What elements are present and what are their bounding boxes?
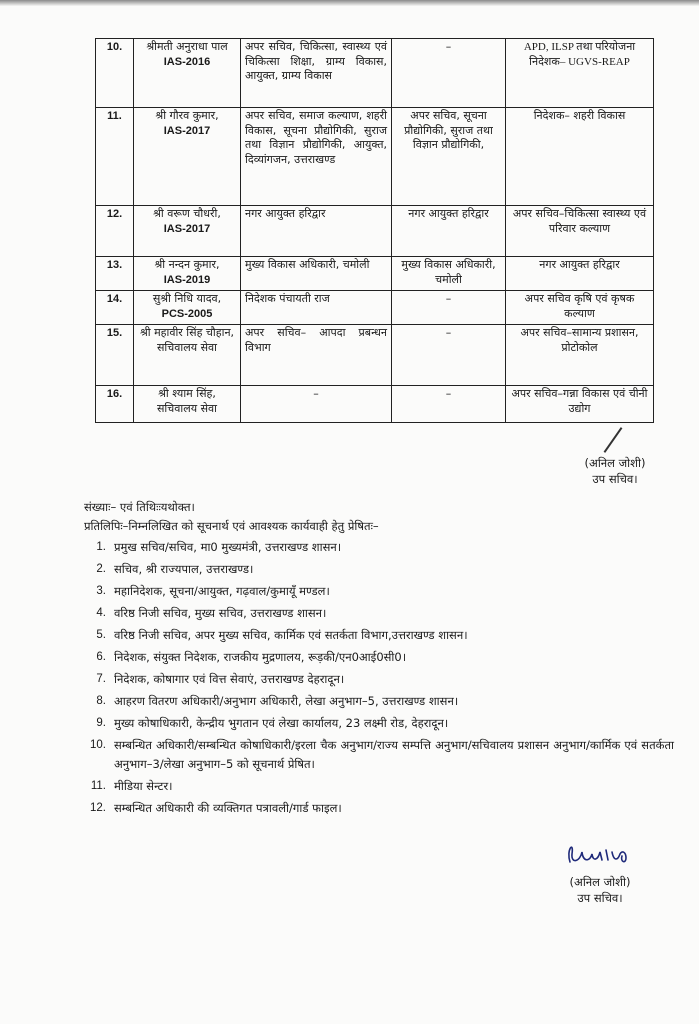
copy-to-list bbox=[84, 538, 674, 818]
relieved-post: – bbox=[392, 291, 506, 325]
serial-number: 16. bbox=[96, 386, 134, 423]
signature-block-bottom bbox=[535, 836, 665, 906]
current-post: नगर आयुक्त हरिद्वार bbox=[241, 206, 392, 257]
scan-edge-shadow bbox=[0, 0, 699, 6]
relieved-post: नगर आयुक्त हरिद्वार bbox=[392, 206, 506, 257]
list-item: 8. आहरण वितरण अधिकारी/अनुभाग अधिकारी, लेखा अनुभाग–5, उत्तराखण्ड शासन। bbox=[96, 694, 459, 708]
new-post: निदेशक– शहरी विकास bbox=[506, 108, 654, 206]
officer-name-cell bbox=[134, 291, 241, 325]
officer-name-cell bbox=[134, 325, 241, 386]
reference-line: संख्याः– एवं तिथिःःयथोक्त। bbox=[84, 500, 195, 514]
officer-name-cell bbox=[134, 386, 241, 423]
current-post: मुख्य विकास अधिकारी, चमोली bbox=[241, 257, 392, 291]
officer-name-cell bbox=[134, 206, 241, 257]
copy-to-section bbox=[84, 498, 674, 821]
officer-name: श्री श्याम सिंह, bbox=[158, 387, 216, 400]
table-row bbox=[96, 257, 654, 291]
table-row bbox=[96, 291, 654, 325]
officer-service: IAS-2019 bbox=[163, 273, 211, 286]
signatory-designation: उप सचिव। bbox=[577, 891, 623, 905]
current-post: अपर सचिव– आपदा प्रबन्धन विभाग bbox=[241, 325, 392, 386]
new-post: APD, ILSP तथा परियोजना निदेशक– UGVS-REAP bbox=[506, 39, 654, 108]
list-item: 7. निदेशक, कोषागार एवं वित्त सेवाएं, उत्तराखण्ड देहरादून। bbox=[96, 672, 345, 686]
officer-name: श्री गौरव कुमार, bbox=[155, 109, 219, 122]
relieved-post: मुख्य विकास अधिकारी, चमोली bbox=[392, 257, 506, 291]
current-post: अपर सचिव, समाज कल्याण, शहरी विकास, सूचना प्रौद्योगिकी, सुराज तथा विज्ञान प्रौद्योगिकी, आयुक्त, दिव्यांगजन, उत्तराखण्ड bbox=[241, 108, 392, 206]
officer-service: सचिवालय सेवा bbox=[157, 340, 217, 354]
officer-service: सचिवालय सेवा bbox=[157, 401, 217, 415]
new-post: अपर सचिव–चिकित्सा स्वास्थ्य एवं परिवार कल्याण bbox=[506, 206, 654, 257]
table-row bbox=[96, 386, 654, 423]
serial-number: 13. bbox=[96, 257, 134, 291]
current-post: निदेशक पंचायती राज bbox=[241, 291, 392, 325]
officer-name-cell bbox=[134, 39, 241, 108]
relieved-post: – bbox=[392, 325, 506, 386]
copy-to-heading: प्रतिलिपिः–निम्नलिखित को सूचनार्थ एवं आवश्यक कार्यवाही हेतु प्रेषितः– bbox=[84, 519, 379, 533]
relieved-post: अपर सचिव, सूचना प्रौद्योगिकी, सुराज तथा विज्ञान प्रौद्योगिकी, bbox=[392, 108, 506, 206]
list-item: 5. वरिष्ठ निजी सचिव, अपर मुख्य सचिव, कार्मिक एवं सतर्कता विभाग,उत्तराखण्ड शासन। bbox=[96, 628, 468, 642]
officer-service: PCS-2005 bbox=[161, 307, 213, 320]
new-post: अपर सचिव–सामान्य प्रशासन, प्रोटोकोल bbox=[506, 325, 654, 386]
relieved-post: – bbox=[392, 386, 506, 423]
handwritten-signature-icon bbox=[560, 836, 640, 870]
relieved-post: – bbox=[392, 39, 506, 108]
serial-number: 14. bbox=[96, 291, 134, 325]
officer-name-cell bbox=[134, 257, 241, 291]
officer-name: श्री वरूण चौधरी, bbox=[153, 207, 221, 220]
signature-block-top bbox=[560, 455, 670, 487]
serial-number: 11. bbox=[96, 108, 134, 206]
officer-name: श्रीमती अनुराधा पाल bbox=[146, 40, 228, 53]
transfer-table bbox=[95, 38, 654, 423]
list-item: 9. मुख्य कोषाधिकारी, केन्द्रीय भुगतान एवं लेखा कार्यालय, 23 लक्ष्मी रोड, देहरादून। bbox=[96, 716, 449, 730]
officer-name: सुश्री निधि यादव, bbox=[152, 292, 222, 305]
signature-stroke-icon bbox=[604, 427, 623, 453]
table-row bbox=[96, 325, 654, 386]
officer-name: श्री महावीर सिंह चौहान, bbox=[139, 326, 235, 339]
list-item: 10. सम्बन्धित अधिकारी/सम्बन्धित कोषाधिकारी/इरला चैक अनुभाग/राज्य सम्पत्ति अनुभाग/सचिवालय प्रशासन अनुभाग/कार्मिक एवं सतर्कता अनुभाग–3/लेखा अनुभाग–5 को सूचनार्थ प्रेषित। bbox=[90, 738, 674, 771]
signatory-name: (अनिल जोशी) bbox=[569, 875, 631, 889]
table-row bbox=[96, 206, 654, 257]
signatory-name: (अनिल जोशी) bbox=[584, 456, 646, 470]
table-row bbox=[96, 39, 654, 108]
serial-number: 10. bbox=[96, 39, 134, 108]
serial-number: 15. bbox=[96, 325, 134, 386]
table-row bbox=[96, 108, 654, 206]
list-item: 2. सचिव, श्री राज्यपाल, उत्तराखण्ड। bbox=[96, 562, 254, 576]
officer-service: IAS-2017 bbox=[163, 222, 211, 235]
new-post: अपर सचिव कृषि एवं कृषक कल्याण bbox=[506, 291, 654, 325]
officer-name: श्री नन्दन कुमार, bbox=[154, 258, 220, 271]
current-post: – bbox=[241, 386, 392, 423]
serial-number: 12. bbox=[96, 206, 134, 257]
officer-service: IAS-2017 bbox=[163, 124, 211, 137]
officer-service: IAS-2016 bbox=[163, 55, 211, 68]
officer-name-cell bbox=[134, 108, 241, 206]
list-item: 12. सम्बन्धित अधिकारी की व्यक्तिगत पत्रावली/गार्ड फाइल। bbox=[90, 801, 342, 815]
current-post: अपर सचिव, चिकित्सा, स्वास्थ्य एवं चिकित्सा शिक्षा, ग्राम्य विकास, आयुक्त, ग्राम्य विकास bbox=[241, 39, 392, 108]
list-item: 3. महानिदेशक, सूचना/आयुक्त, गढ़वाल/कुमायूँ मण्डल। bbox=[96, 584, 330, 598]
list-item: 11. मीडिया सेन्टर। bbox=[90, 779, 173, 793]
list-item: 6. निदेशक, संयुक्त निदेशक, राजकीय मुद्रणालय, रूड़की/एन0आई0सी0। bbox=[96, 650, 407, 664]
signatory-designation: उप सचिव। bbox=[592, 472, 638, 486]
list-item: 4. वरिष्ठ निजी सचिव, मुख्य सचिव, उत्तराखण्ड शासन। bbox=[96, 606, 327, 620]
list-item: 1. प्रमुख सचिव/सचिव, मा0 मुख्यमंत्री, उत्तराखण्ड शासन। bbox=[96, 540, 342, 554]
new-post: नगर आयुक्त हरिद्वार bbox=[506, 257, 654, 291]
new-post: अपर सचिव–गन्ना विकास एवं चीनी उद्योग bbox=[506, 386, 654, 423]
